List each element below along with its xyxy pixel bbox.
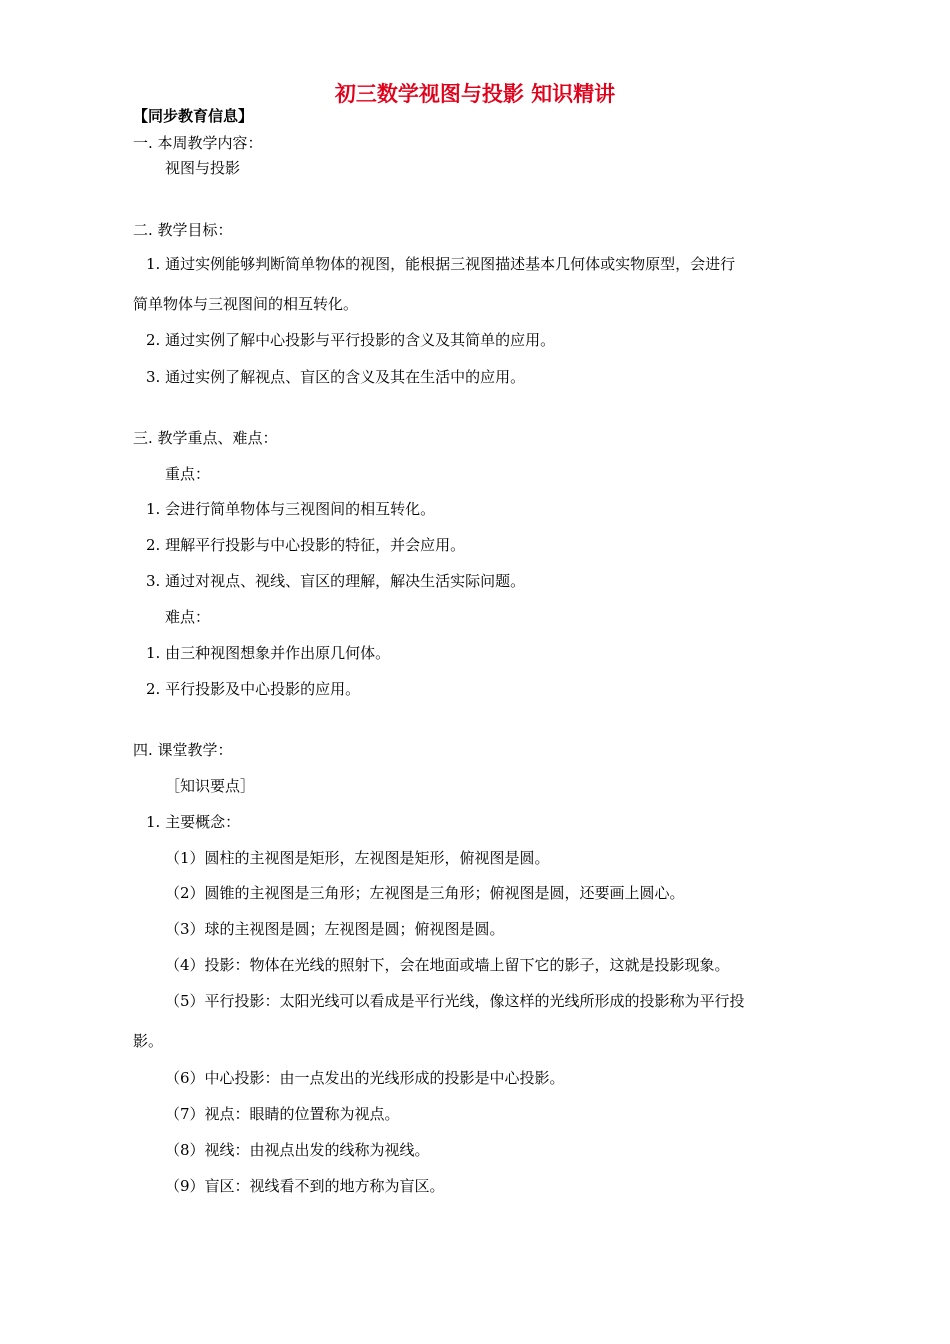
objective-2: 2. 通过实例了解中心投影与平行投影的含义及其简单的应用。 — [146, 331, 556, 349]
key-points-label: 重点： — [165, 465, 211, 483]
objective-1-line-2: 简单物体与三视图间的相互转化。 — [133, 295, 359, 313]
main-concepts-heading: 1. 主要概念： — [146, 813, 241, 831]
section-1-content: 视图与投影 — [165, 159, 241, 177]
difficult-points-label: 难点： — [165, 608, 211, 626]
page-title: 初三数学视图与投影 知识精讲 — [334, 81, 616, 106]
concept-8: （8）视线：由视点出发的线称为视线。 — [165, 1141, 430, 1159]
key-point-1: 1. 会进行简单物体与三视图间的相互转化。 — [146, 500, 436, 518]
knowledge-points-label: ［知识要点］ — [165, 777, 256, 795]
section-1-heading: 一. 本周教学内容： — [133, 134, 263, 152]
concept-7: （7）视点：眼睛的位置称为视点。 — [165, 1105, 400, 1123]
concept-3: （3）球的主视图是圆；左视图是圆；俯视图是圆。 — [165, 920, 505, 938]
concept-5-line-1: （5）平行投影：太阳光线可以看成是平行光线，像这样的光线所形成的投影称为平行投 — [165, 992, 745, 1010]
concept-5-line-2: 影。 — [133, 1032, 164, 1050]
key-point-2: 2. 理解平行投影与中心投影的特征，并会应用。 — [146, 536, 466, 554]
concept-1: （1）圆柱的主视图是矩形，左视图是矩形，俯视图是圆。 — [165, 849, 550, 867]
concept-9: （9）盲区：视线看不到的地方称为盲区。 — [165, 1177, 445, 1195]
section-2-heading: 二. 教学目标： — [133, 221, 233, 239]
header-tag: 【同步教育信息】 — [133, 107, 254, 125]
difficult-point-2: 2. 平行投影及中心投影的应用。 — [146, 680, 361, 698]
concept-6: （6）中心投影：由一点发出的光线形成的投影是中心投影。 — [165, 1069, 565, 1087]
concept-2: （2）圆锥的主视图是三角形；左视图是三角形；俯视图是圆，还要画上圆心。 — [165, 884, 685, 902]
key-point-3: 3. 通过对视点、视线、盲区的理解，解决生活实际问题。 — [146, 572, 526, 590]
section-3-heading: 三. 教学重点、难点： — [133, 429, 278, 447]
objective-1-line-1: 1. 通过实例能够判断简单物体的视图，能根据三视图描述基本几何体或实物原型，会进行 — [146, 255, 736, 273]
objective-3: 3. 通过实例了解视点、盲区的含义及其在生活中的应用。 — [146, 368, 526, 386]
concept-4: （4）投影：物体在光线的照射下，会在地面或墙上留下它的影子，这就是投影现象。 — [165, 956, 730, 974]
section-4-heading: 四. 课堂教学： — [133, 741, 233, 759]
difficult-point-1: 1. 由三种视图想象并作出原几何体。 — [146, 644, 391, 662]
